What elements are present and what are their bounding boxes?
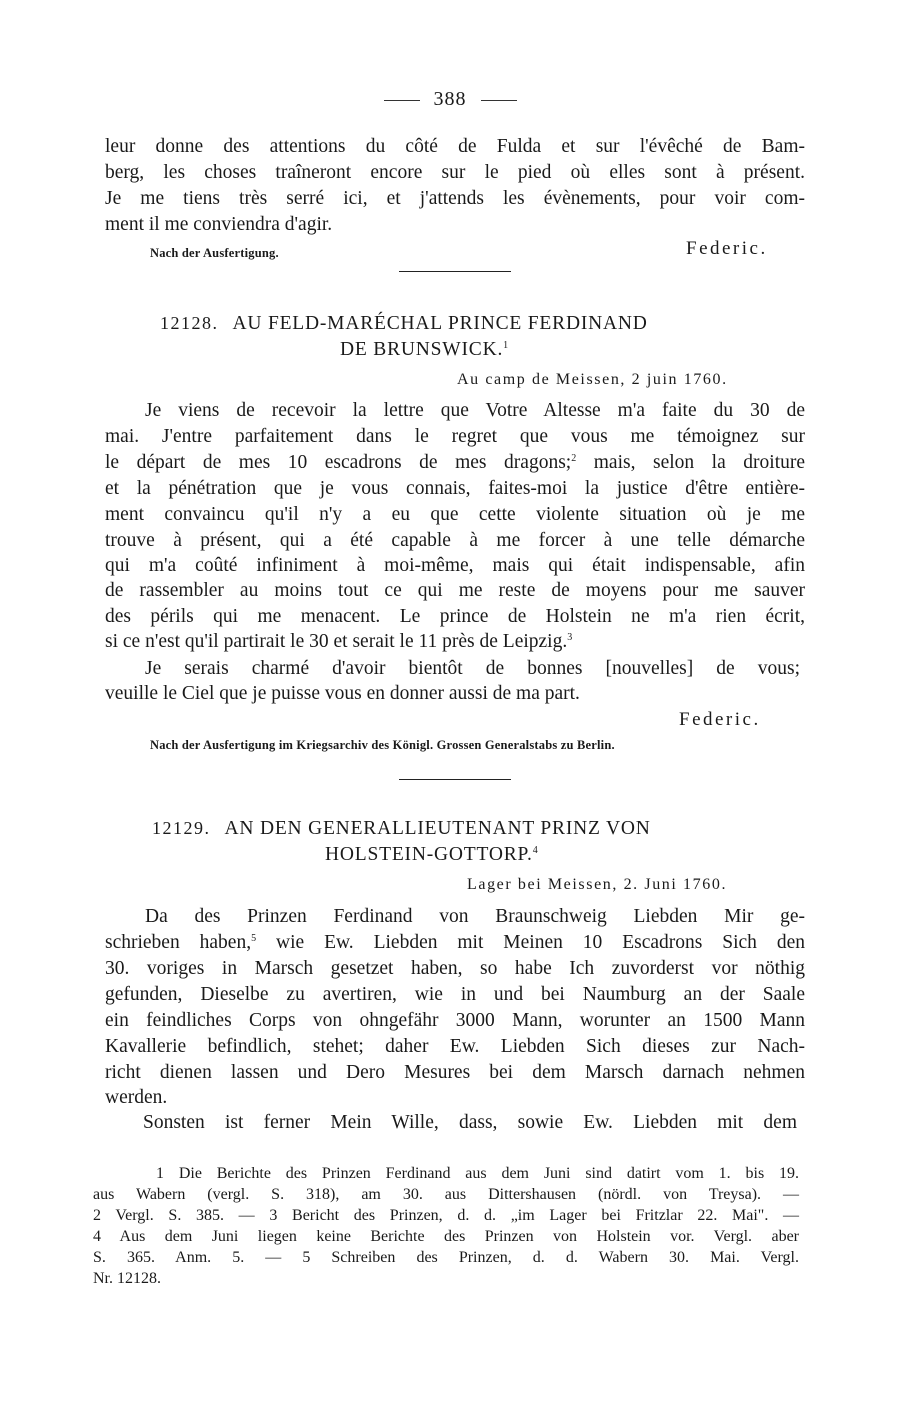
letter-dateline: Au camp de Meissen, 2 juin 1760. <box>457 371 728 388</box>
letter-line: Je viens de recevoir la lettre que Votre Altesse m'a faite du 30 de <box>145 400 805 421</box>
letter-line-part: le départ de mes 10 escadrons de mes dragons; <box>105 452 572 473</box>
letter-heading <box>152 818 651 840</box>
footnote-line: 4 Aus dem Juni liegen keine Berichte des Prinzen von Holstein vor. Vergl. aber <box>93 1228 799 1245</box>
letter-line: qui m'a coûté infiniment à moi-même, mais qui était indispensable, afin <box>105 555 805 576</box>
heading-line: AU FELD-MARÉCHAL PRINCE FERDINAND <box>232 313 648 334</box>
letter-heading-line2 <box>325 844 539 866</box>
heading-line: DE BRUNSWICK. <box>340 339 504 360</box>
continuation-line: leur donne des attentions du côté de Fulda et sur l'évêché de Bam- <box>105 136 805 157</box>
letter-line <box>105 930 805 956</box>
section-divider <box>399 779 511 780</box>
letter-line-part: mais, selon la droiture <box>593 452 806 473</box>
letter-line: gefunden, Dieselbe zu avertiren, wie in und bei Naumburg an der Saale <box>105 984 805 1005</box>
page-number-dash-right <box>481 100 517 101</box>
letter-line: Je serais charmé d'avoir bientôt de bonnes [nouvelles] de vous; <box>145 658 800 679</box>
letter-signature: Federic. <box>679 709 761 730</box>
heading-line: HOLSTEIN-GOTTORP. <box>325 844 533 865</box>
letter-dateline: Lager bei Meissen, 2. Juni 1760. <box>467 876 728 893</box>
footnote-marker: 5 <box>251 933 257 944</box>
continuation-signature: Federic. <box>686 238 768 259</box>
letter-line-part: wie Ew. Liebden mit Meinen 10 Escadrons Sich den <box>276 932 806 953</box>
footnote-line: 1 Die Berichte des Prinzen Ferdinand aus dem Juni sind datirt vom 1. bis 19. <box>156 1165 799 1182</box>
footnote-line: S. 365. Anm. 5. — 5 Schreiben des Prinzen, d. d. Wabern 30. Mai. Vergl. <box>93 1249 799 1266</box>
letter-line: Da des Prinzen Ferdinand von Braunschweig Liebden Mir ge- <box>145 906 805 927</box>
letter-source: Nach der Ausfertigung im Kriegsarchiv des Königl. Grossen Generalstabs zu Berlin. <box>150 738 615 752</box>
section-divider <box>399 271 511 272</box>
footnote-line: aus Wabern (vergl. S. 318), am 30. aus Dittershausen (nördl. von Treysa). — <box>93 1186 799 1203</box>
letter-heading-line2 <box>340 339 509 361</box>
letter-line <box>105 629 805 655</box>
letter-line: 30. voriges in Marsch gesetzet haben, so habe Ich zuvorderst vor nöthig <box>105 958 805 979</box>
letter-line: ment convaincu qu'il n'y a eu que cette violente situation où je me <box>105 504 805 525</box>
letter-line-part: si ce n'est qu'il partirait le 30 et serait le 11 près de Leipzig. <box>105 631 568 652</box>
footnote-marker: 3 <box>567 632 573 643</box>
footnote-marker: 4 <box>532 845 539 856</box>
letter-line: ein feindliches Corps von ohngefähr 3000 Mann, worunter an 1500 Mann <box>105 1010 805 1031</box>
heading-line: AN DEN GENERALLIEUTENANT PRINZ VON <box>224 818 651 839</box>
letter-line: des périls qui me menacent. Le prince de Holstein ne m'a rien écrit, <box>105 606 805 627</box>
continuation-line: berg, les choses traîneront encore sur le pied où elles sont à présent. <box>105 162 805 183</box>
letter-line: de rassembler au moins tout ce qui me reste de moyens pour me sauver <box>105 580 805 601</box>
footnote-marker: 2 <box>571 453 577 464</box>
letter-line: Sonsten ist ferner Mein Wille, dass, sowie Ew. Liebden mit dem <box>143 1112 797 1133</box>
letter-line: Kavallerie befindlich, stehet; daher Ew. Liebden Sich dieses zur Nach- <box>105 1036 805 1057</box>
footnote-line: Nr. 12128. <box>93 1270 161 1287</box>
continuation-source: Nach der Ausfertigung. <box>150 246 279 260</box>
continuation-line: Je me tiens très serré ici, et j'attends les évènements, pour voir com- <box>105 188 805 209</box>
letter-number: 12129. <box>152 818 211 838</box>
continuation-line: ment il me conviendra d'agir. <box>105 214 333 235</box>
letter-line: trouve à présent, qui a été capable à me forcer à une telle démarche <box>105 530 805 551</box>
letter-line: werden. <box>105 1087 168 1108</box>
page-number-text: 388 <box>433 88 467 110</box>
letter-line: richt dienen lassen und Dero Mesures bei dem Marsch darnach nehmen <box>105 1062 805 1083</box>
footnote-marker: 1 <box>503 340 509 351</box>
letter-line <box>105 450 805 476</box>
letter-heading <box>160 313 648 335</box>
letter-number: 12128. <box>160 313 219 333</box>
letter-line-part: schrieben haben, <box>105 932 252 953</box>
footnote-line: 2 Vergl. S. 385. — 3 Bericht des Prinzen, d. d. „im Lager bei Fritzlar 22. Mai". — <box>93 1207 799 1224</box>
page-number <box>0 88 900 111</box>
letter-line: veuille le Ciel que je puisse vous en donner aussi de ma part. <box>105 683 580 704</box>
letter-line: et la pénétration que je vous connais, faites-moi la justice d'être entière- <box>105 478 805 499</box>
letter-line: mai. J'entre parfaitement dans le regret que vous me témoignez sur <box>105 426 805 447</box>
page-number-dash-left <box>384 100 420 101</box>
